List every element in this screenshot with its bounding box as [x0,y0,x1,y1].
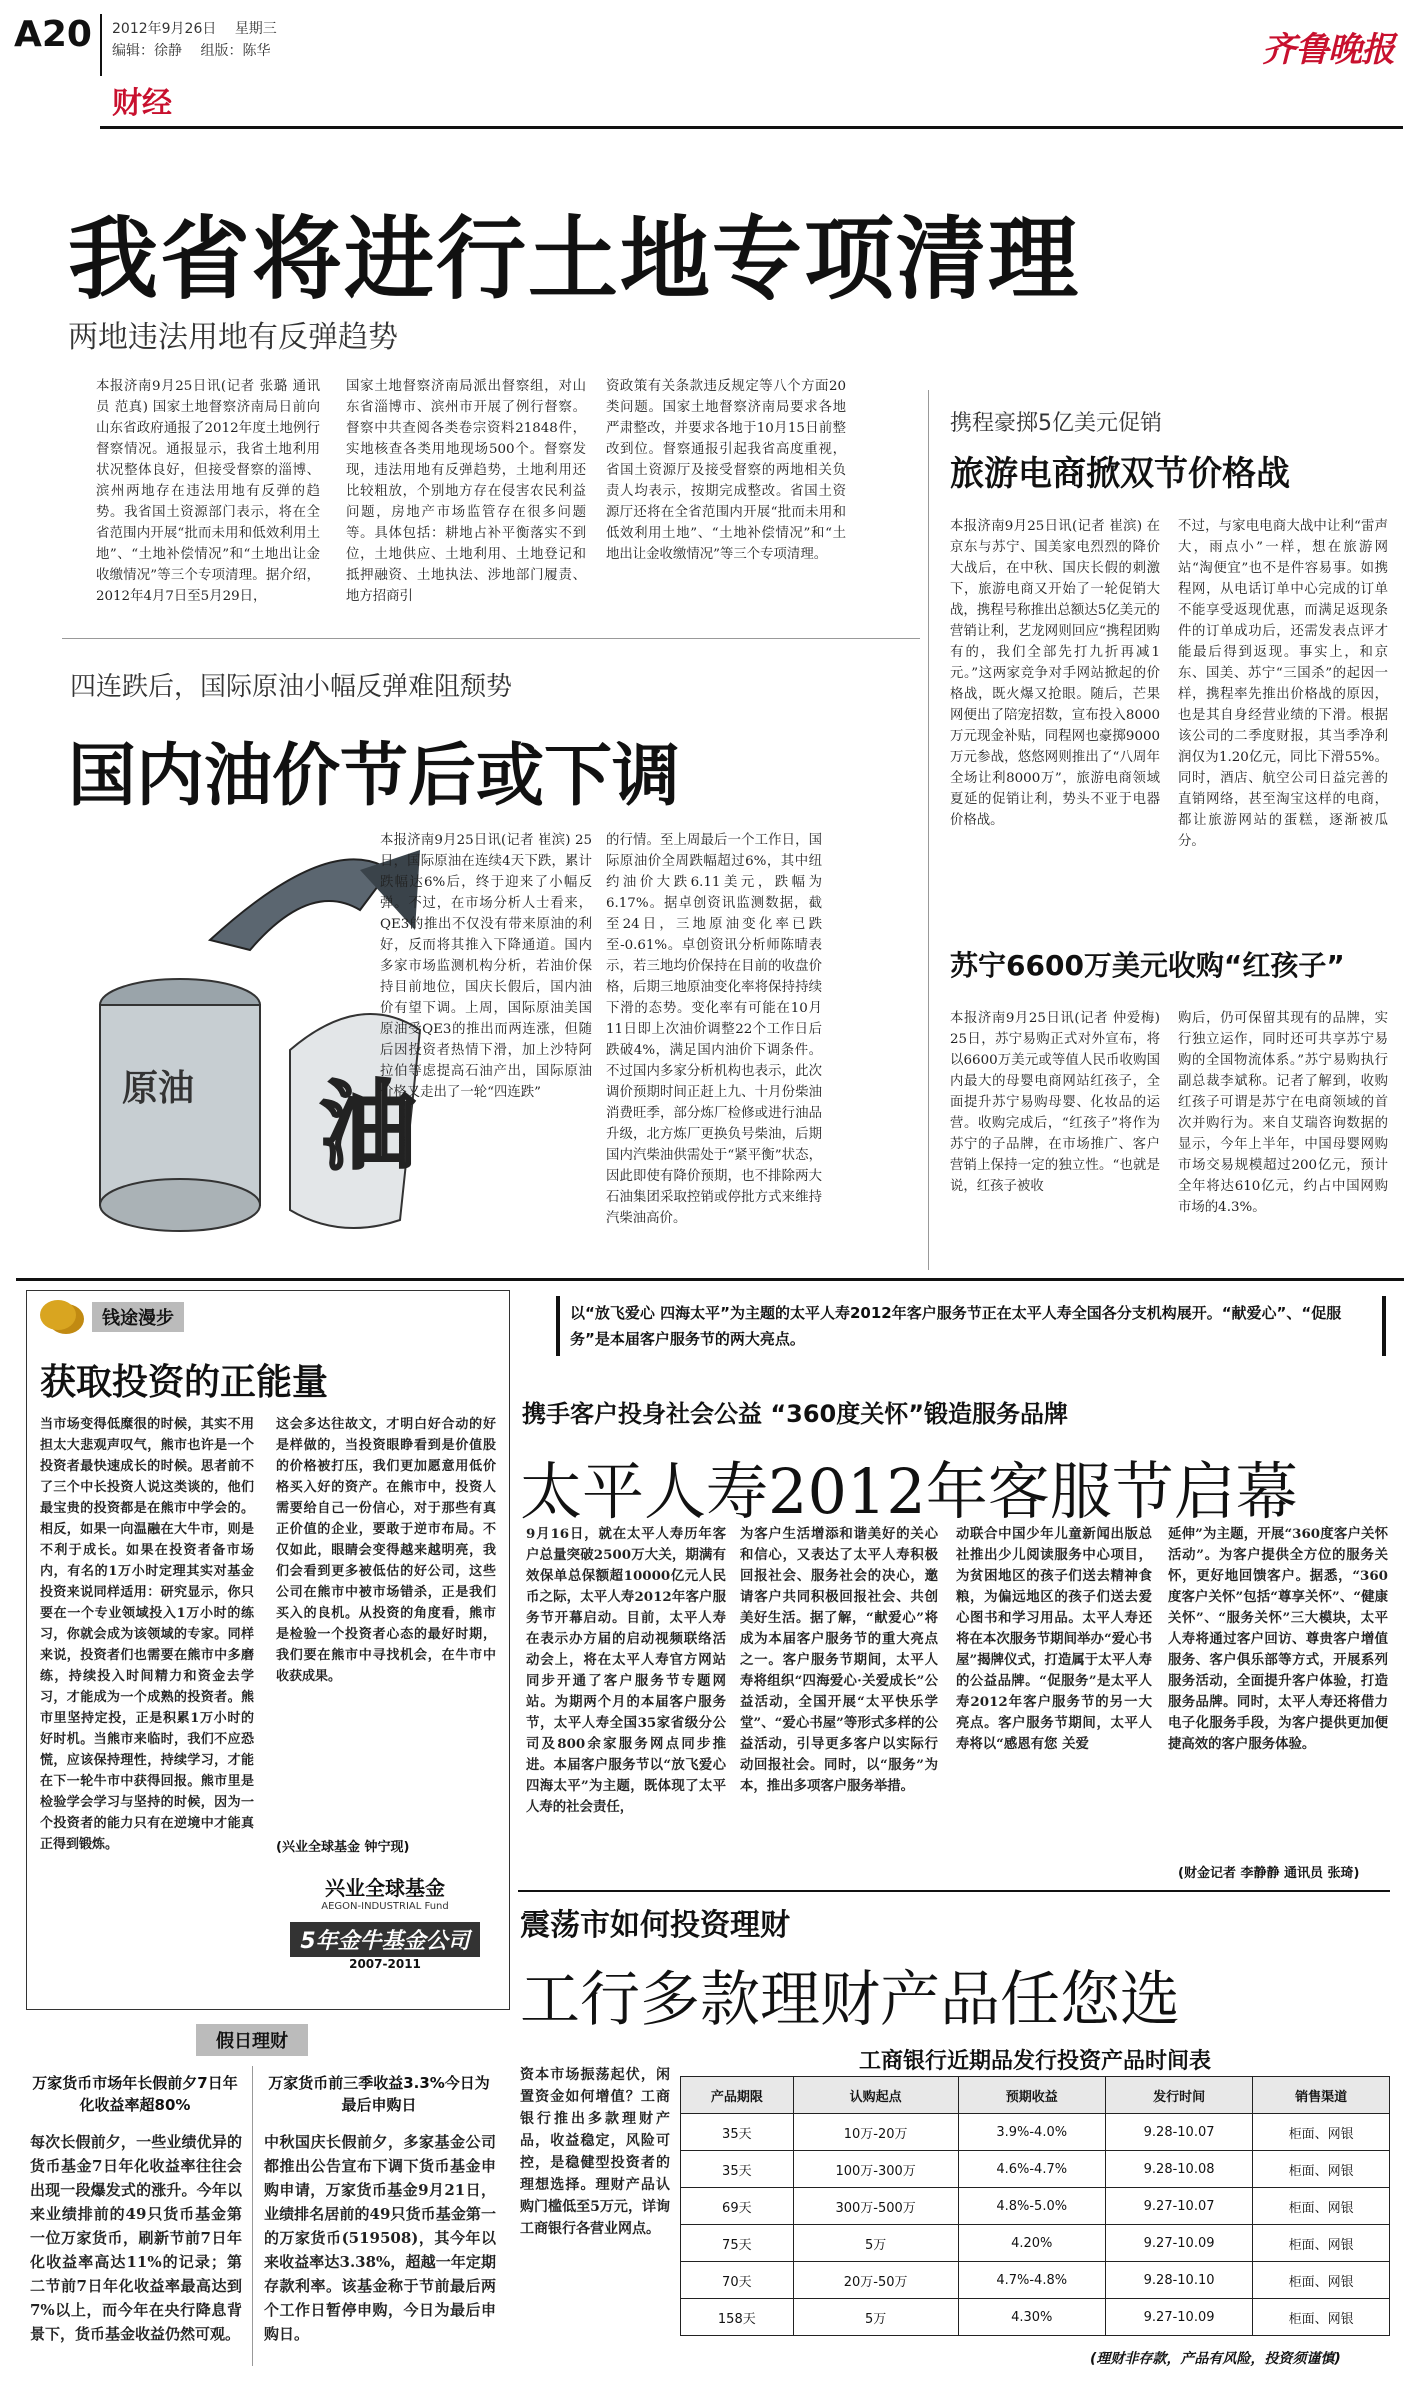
cell: 柜面、网银 [1253,2225,1390,2262]
suning-title: 苏宁6600万美元收购“红孩子” [950,949,1345,982]
cell: 柜面、网银 [1253,2188,1390,2225]
taiping-banner: 以“放飞爱心 四海太平”为主题的太平人寿2012年客户服务节正在太平人寿全国各分支机构展开。“献爱心”、“促服务”是本届客户服务节的两大亮点。 [570,1304,1342,1348]
land-col-3: 资政策有关条款违反规定等八个方面20类问题。国家土地督察济南局要求各地严肃整改，并要求各地于10月15日前整改到位。督察通报引起我省高度重视，省国土资源厅及接受督察的两地相关负责人均表示，按期完成整改。省国土资源厅还将在全省范围内开展“批而未用和低效利用土地”、“土地补偿情况”和“土地出让金收缴情况”等三个专项清理。 [606,379,846,562]
cell: 4.8%-5.0% [958,2188,1105,2225]
sponsor-block [290,1872,480,1992]
land-subtitle: 两地违法用地有反弹趋势 [68,320,398,355]
cell: 70天 [681,2262,794,2299]
taiping-kicker: 携手客户投身社会公益 “360度关怀”锻造服务品牌 [522,1400,1068,1428]
cell: 75天 [681,2225,794,2262]
travel-title: 旅游电商掀双节价格战 [950,454,1290,494]
table-header-row [681,2077,1390,2114]
barrel-bottom [100,1179,260,1231]
column-byline: (兴业全球基金 钟宁现) [276,1840,410,1855]
table-row [681,2114,1390,2151]
cell: 3.9%-4.0% [958,2114,1105,2151]
suning-col-2: 购后，仍可保留其现有的品牌，实行独立运作，同时还可共享苏宁易购的全国物流体系。”苏宁易购执行副总裁李斌称。记者了解到，收购红孩子可谓是苏宁在电商领域的首次并购行为。来自艾瑞咨询数据的显示，今年上半年，中国母婴网购市场交易规模超过200亿元，预计全年将达610亿元，约占中国网购市场的4.3%。 [1178,1011,1388,1215]
oil-col-1: 本报济南9月25日讯(记者 崔滨) 25日，国际原油在连续4天下跌，累计跌幅达6%后，终于迎来了小幅反弹。不过，在市场分析人士看来，QE3的推出不仅没有带来原油的利好，反而将其推入下降通道。国内多家市场监测机构分析，若油价保持目前地位，国庆长假后，国内油价有望下调。上周，国际原油美国原油受QE3的推出而两连涨，但随后因投资者热情下滑，加上沙特阿拉伯等虑提高石油产出，国际原油价格又走出了一轮“四连跌” [380,833,592,1100]
land-col-2: 国家土地督察济南局派出督察组，对山东省淄博市、滨州市开展了例行督察。督察中共查阅各类卷宗资料21848件，实地核查各类用地现场500个。督察发现，违法用地有反弹趋势，土地利用还比较粗放，个别地方存在侵害农民利益问题，房地产市场监管存在很多问题等。具体包括：耕地占补平衡落实不到位，土地供应、土地利用、土地登记和抵押融资、土地执法、涉地部门履责、地方招商引 [346,379,586,604]
barrel-label: 原油 [122,1068,195,1109]
taiping-col-4: 延伸”为主题，开展“360度客户关怀活动”。为客户提供全方位的服务关怀，更好地回馈客户。据悉，“360度客户关怀”包括“尊享关怀”、“健康关怀”、“服务关怀”三大模块，太平人寿将通过客户回访、尊贵客户增值服务、客户俱乐部等方式，开展系列服务活动，全面提升客户体验，打造服务品牌。同时，太平人寿还将借力电子化服务手段，为客户提供更加便捷高效的客户服务体验。 [1168,1526,1388,1752]
icbc-product-table [680,2076,1390,2336]
holiday-body-1: 每次长假前夕，一些业绩优异的货币基金7日年化收益率往往会出现一段爆发式的涨升。今年以来业绩排前的49只货币基金第一位万家货币，刷新节前7日年化收益率高达11%的记录；第二节前7日年化收益率最高达到7%以上，而今年在央行降息背景下，货币基金收益仍然可观。 [30,2133,242,2343]
cell: 5万 [793,2299,958,2336]
cell: 4.7%-4.8% [958,2262,1105,2299]
editor: 编辑：徐静 [112,43,182,59]
cell: 柜面、网银 [1253,2151,1390,2188]
cell: 柜面、网银 [1253,2299,1390,2336]
cell: 9.28-10.08 [1105,2151,1252,2188]
col-header: 认购起点 [793,2077,958,2114]
column-col-2: 这会多达往故文，才明白好合动的好是样做的，当投资眼睁看到是价值股的价格被打压，我们更加愿意用低价格买入好的资产。在熊市中，投资人需要给自己一份信心，对于那些有真正价值的企业，要敢于逆市布局。不仅如此，眼睛会变得越来越明亮，我们会看到更多被低估的好公司，这些公司在熊市中被市场错杀，正是我们买入的良机。从投资的角度看，熊市是检验一个投资者心态的最好时期，我们要在熊市中寻找机会，在牛市中收获成果。 [276,1417,496,1684]
date-line [112,18,277,38]
cell: 柜面、网银 [1253,2114,1390,2151]
sponsor-years: 2007-2011 [349,1957,421,1971]
holiday-title-2: 万家货币前三季收益3.3%今日为最后申购日 [268,2074,490,2114]
holiday-divider-v [252,2066,253,2366]
icbc-title: 工行多款理财产品任您选 [520,1965,1180,2035]
section-name: 财经 [112,86,172,121]
oil-glyph: 油 [320,1070,416,1183]
col-header: 发行时间 [1105,2077,1252,2114]
travel-col-1: 本报济南9月25日讯(记者 崔滨) 在京东与苏宁、国美家电烈烈的降价大战后，在中秋、国庆长假的刺激下，旅游电商又开始了一轮促销大战，携程号称推出总额达5亿美元的营销让利，艺龙网则回应“携程团购有的，我们全部先打九折再减1元。”这两家竞争对手网站掀起的价格战，既火爆又抢眼。随后，芒果网便出了陪宠招数，宣布投入8000万元现金补贴，同程网也豪掷9000万元参战，悠悠网则推出了“八周年全场让利8000万”，旅游电商领域夏延的促销让利，势头不亚于电器价格战。 [950,519,1160,828]
column-col-1: 当市场变得低糜很的时候，其实不用担太大悲观声叹气，熊市也许是一个投资者最快速成长的时候。思者前不了三个中长投资人说这类谈的，他们最宝贵的投资都是在熊市中学会的。相反，如果一向温融在大牛市，则是不利于成长。如果在投资者备市场内，有名的1万小时定理其实对基金投资来说同样适用：研究显示，你只要在一个专业领域投入1万小时的练习，你就会成为该领域的专家。同样来说，投资者们也需要在熊市中多磨练，持续投入时间精力和资金去学习，才能成为一个成熟的投资者。熊市里坚持定投，正是积累1万小时的好时机。当熊市来临时，我们不应恐慌，应该保持理性，持续学习，才能在下一轮牛市中获得回报。熊市里是检验学会学习与坚持的时候，因为一个投资者的能力只有在逆境中才能真正得到锻炼。 [40,1417,254,1852]
table-row [681,2188,1390,2225]
cell: 9.27-10.09 [1105,2225,1252,2262]
layout-editor: 组版：陈华 [200,43,271,59]
holiday-title-1: 万家货币市场年长假前夕7日年化收益率超80% [32,2074,238,2114]
travel-kicker: 携程豪掷5亿美元促销 [950,411,1162,436]
cell: 柜面、网银 [1253,2262,1390,2299]
cell: 35天 [681,2151,794,2188]
cell: 9.28-10.07 [1105,2114,1252,2151]
cell: 10万-20万 [793,2114,958,2151]
page-number: A20 [14,14,92,55]
half-divider [16,1278,1404,1281]
header-rule [100,126,1403,129]
header-divider-v [100,14,102,76]
land-title: 我省将进行土地专项清理 [68,207,1080,312]
travel-col-2: 不过，与家电电商大战中让利“雷声大，雨点小”一样，想在旅游网站“淘便宜”也不是件容易事。如携程网，从电话订单中心完成的订单不能享受返现优惠，而满足返现条件的订单成功后，还需发表点评才能最后得到返现。事实上，和京东、国美、苏宁“三国杀”的起因一样，携程率先推出价格战的原因，也是其自身经营业绩的下滑。根据该公司的二季度财报，其当季净利润仅为1.20亿元，同比下滑55%。同时，酒店、航空公司日益完善的直销网络，甚至淘宝这样的电商，都让旅游网站的蛋糕，逐渐被瓜分。 [1178,519,1388,849]
taiping-byline: (财金记者 李静静 通讯员 张琦) [1178,1866,1360,1881]
cell: 9.28-10.10 [1105,2262,1252,2299]
col-header: 产品期限 [681,2077,794,2114]
taiping-title: 太平人寿2012年客服节启幕 [520,1455,1298,1528]
cell: 9.27-10.07 [1105,2188,1252,2225]
land-col-1: 本报济南9月25日讯(记者 张璐 通讯员 范真) 国家土地督察济南局日前向山东省政府通报了2012年度土地例行督察情况。通报显示，我省土地利用状况整体良好，但接受督察的淄博、滨州两地存在违法用地有反弹的趋势。我省国土资源部门表示，将在全省范围内开展“批而未用和低效利用土地”、“土地补偿情况”和“土地出让金收缴情况”等三个专项清理。据介绍，2012年4月7日至5月29日， [96,379,320,604]
cell: 4.6%-4.7% [958,2151,1105,2188]
sponsor-name-en: AEGON-INDUSTRIAL Fund [321,1901,449,1912]
icbc-kicker: 震荡市如何投资理财 [520,1908,790,1943]
cell: 20万-50万 [793,2262,958,2299]
holiday-body-2: 中秋国庆长假前夕，多家基金公司都推出公告宣布下调下货币基金申购申请，万家货币基金9月21日，业绩排名居前的49只货币基金第一的万家货币(519508)，其今年以来收益率达3.38%，超越一年定期存款利率。该基金称于节前最后两个工作日暂停申购，今日为最后申购日。 [264,2133,496,2343]
cell: 5万 [793,2225,958,2262]
column-title: 获取投资的正能量 [40,1362,329,1403]
weekday: 星期三 [234,21,277,37]
table-row [681,2151,1390,2188]
oil-kicker: 四连跌后，国际原油小幅反弹难阻颓势 [70,672,513,702]
cell: 35天 [681,2114,794,2151]
table-row [681,2262,1390,2299]
column-tag: 钱途漫步 [92,1302,184,1332]
suning-col-1: 本报济南9月25日讯(记者 仲爱梅) 25日，苏宁易购正式对外宣布，将以6600万美元或等值人民币收购国内最大的母婴电商网站红孩子，全面提升苏宁易购母婴、化妆品的运营。收购完成后，“红孩子”将作为苏宁的子品牌，在市场推广、客户营销上保持一定的独立性。“也就是说，红孩子被收 [950,1011,1160,1194]
sponsor-award: 5年金牛基金公司 [290,1922,480,1957]
cell: 300万-500万 [793,2188,958,2225]
icbc-intro: 资本市场振荡起伏，闲置资金如何增值？工商银行推出多款理财产品，收益稳定，风险可控，是稳健型投资者的理想选择。理财产品认购门槛低至5万元，详询工商银行各营业网点。 [520,2067,670,2237]
cell: 4.30% [958,2299,1105,2336]
cell: 100万-300万 [793,2151,958,2188]
taiping-col-1: 9月16日，就在太平人寿历年客户总量突破2500万大关，期满有效保单总保额超10000亿元人民币之际，太平人寿2012年客户服务节开幕启动。目前，太平人寿在表示办方届的启动视频联络活动会上，将在太平人寿官方网站同步开通了客户服务节专题网站。为期两个月的本届客户服务节，太平人寿全国35家省级分公司及800余家服务网点同步推进。本届客户服务节以“放飞爱心 四海太平”为主题，既体现了太平人寿的社会责任， [526,1526,726,1815]
editor-line [112,40,270,60]
table-row [681,2225,1390,2262]
table-row [681,2299,1390,2336]
icbc-table-title: 工商银行近期品发行投资产品时间表 [858,2049,1211,2074]
taiping-col-2: 为客户生活增添和谐美好的关心和信心，又表达了太平人寿积极回报社会、服务社会的决心，邀请客户共同积极回报社会、共创美好生活。据了解，“献爱心”将成为本届客户服务节的重大亮点之一。客户服务节期间，太平人寿将组织“四海爱心·关爱成长”公益活动，全国开展“太平快乐学堂”、“爱心书屋”等形式多样的公益活动，引导更多客户以实际行动回报社会。同时，以“服务”为本，推出多项客户服务举措。 [740,1526,938,1794]
taiping-col-3: 动联合中国少年儿童新闻出版总社推出少儿阅读服务中心项目，为贫困地区的孩子们送去精神食粮，为偏远地区的孩子们送去爱心图书和学习用品。太平人寿还将在本次服务节期间举办“爱心书屋”揭牌仪式，打造属于太平人寿的公益品牌。“促服务”是太平人寿2012年客户服务节的另一大亮点。客户服务节期间，太平人寿将以“感恩有您 关爱 [956,1526,1152,1752]
cell: 69天 [681,2188,794,2225]
land-divider [62,638,920,639]
col-header: 销售渠道 [1253,2077,1390,2114]
arrow-label: 国际油价 [283,907,360,992]
cell: 9.27-10.09 [1105,2299,1252,2336]
paper-logo: 齐鲁晚报 [1262,30,1394,70]
date: 2012年9月26日 [112,21,217,37]
oil-title: 国内油价节后或下调 [68,737,681,816]
coins-icon [40,1300,76,1330]
cell: 158天 [681,2299,794,2336]
sponsor-name-cn: 兴业全球基金 [325,1876,445,1900]
col-header: 预期收益 [958,2077,1105,2114]
taiping-bottom-rule [518,1890,1390,1892]
oil-col-2: 的行情。至上周最后一个工作日，国际原油价全周跌幅超过6%，其中纽约油价大跌6.11美元，跌幅为6.17%。据卓创资讯监测数据，截至24日，三地原油变化率已跌至-0.61%。卓创资讯分析师陈晴表示，若三地均价保持在目前的收盘价格，后期三地原油变化率将保持持续下滑的态势。变化率有可能在10月11日即上次油价调整22个工作日后跌破4%，满足国内油价下调条件。不过国内多家分析机构也表示，此次调价预期时间正赶上九、十月份柴油消费旺季，部分炼厂检修或进行油品升级，北方炼厂更换负号柴油，后期国内汽柴油供需处于“紧平衡”状态，因此即使有降价预期，也不排除两大石油集团采取控销或停批方式来维持汽柴油高价。 [606,833,822,1226]
holiday-tag: 假日理财 [196,2024,308,2056]
cell: 4.20% [958,2225,1105,2262]
icbc-disclaimer: (理财非存款，产品有风险，投资须谨慎) [1090,2351,1341,2367]
right-col-divider [928,390,929,1270]
